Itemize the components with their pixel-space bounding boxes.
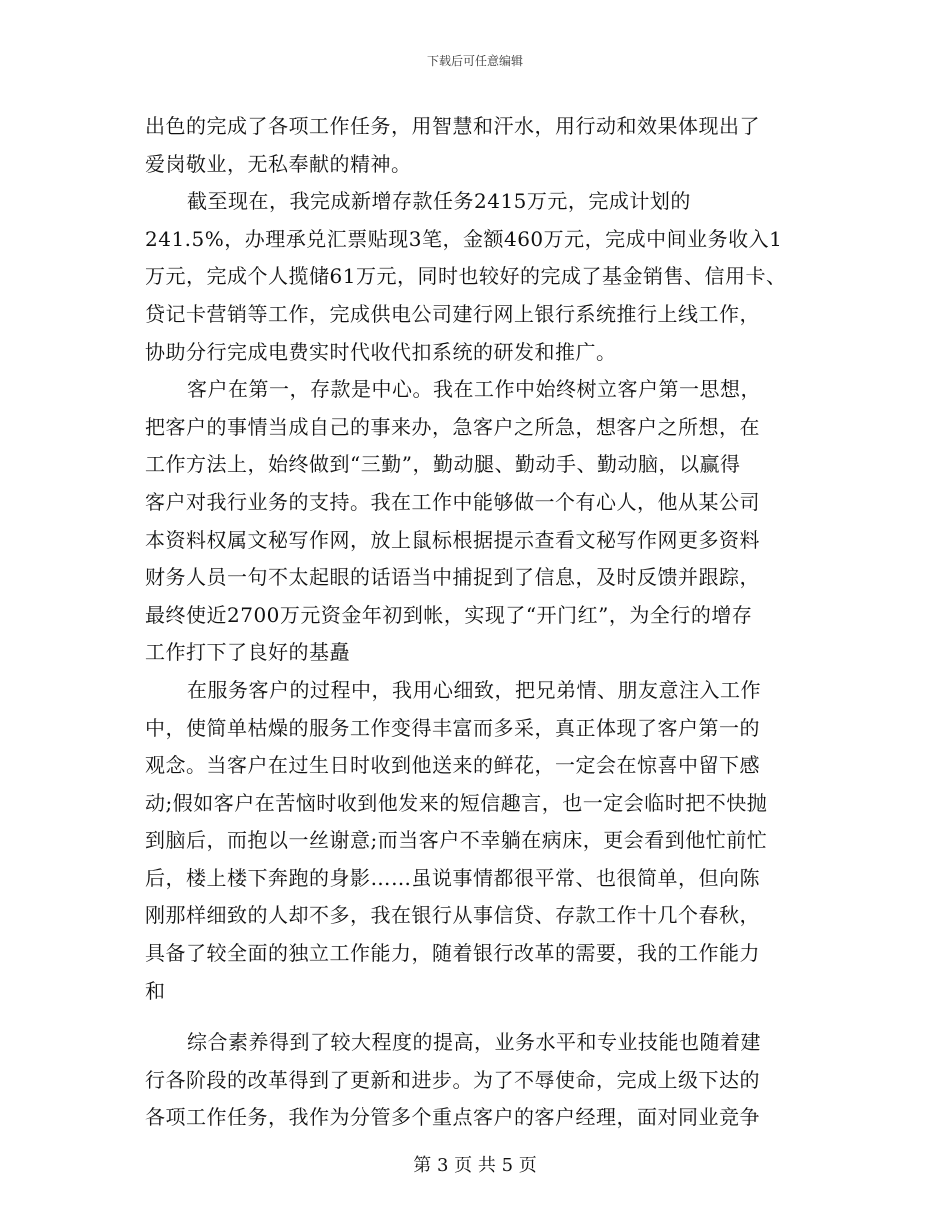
text-line: 贷记卡营销等工作，完成供电公司建行网上银行系统推行上线工作， [145,301,760,326]
document-body [145,108,820,1137]
text-line: 工作打下了良好的基矗 [145,640,350,665]
text-line: 万元，完成个人揽储61万元，同时也较好的完成了基金销售、信用卡、 [145,264,787,289]
text-line: 中，使简单枯燥的服务工作变得丰富而多采，真正体现了客户第一的 [145,715,760,740]
text-line: 爱岗敬业，无私奉献的精神。 [145,151,412,176]
text-line: 和 [145,978,166,1003]
text-line: 财务人员一句不太起眼的话语当中捕捉到了信息，及时反馈并跟踪， [145,565,760,590]
text-line: 把客户的事情当成自己的事来办，急客户之所急，想客户之所想，在 [145,414,760,439]
text-line: 客户在第一，存款是中心。我在工作中始终树立客户第一思想， [187,377,761,402]
text-line: 后，楼上楼下奔跑的身影……虽说事情都很平常、也很简单，但向陈 [145,865,760,890]
text-line: 客户对我行业务的支持。我在工作中能够做一个有心人，他从某公司 [145,489,760,514]
text-line: 出色的完成了各项工作任务，用智慧和汗水，用行动和效果体现出了 [145,114,760,138]
text-line: 各项工作任务，我作为分管多个重点客户的客户经理，面对同业竞争 [145,1105,760,1130]
text-line: 在服务客户的过程中，我用心细致，把兄弟情、朋友意注入工作 [187,677,761,702]
page-number: 第 3 页 共 5 页 [413,1155,537,1176]
text-line: 到脑后，而抱以一丝谢意;而当客户不幸躺在病床，更会看到他忙前忙 [145,828,768,853]
text-line: 截至现在，我完成新增存款任务2415万元，完成计划的 [187,189,691,214]
text-line: 最终使近2700万元资金年初到帐，实现了“开门红”，为全行的增存 [145,602,753,627]
page-header-note: 下载后可任意编辑 [426,54,523,68]
text-line: 工作方法上，始终做到“三勤”，勤动腿、勤动手、勤动脑，以赢得 [145,452,741,477]
text-line: 241.5%，办理承兑汇票贴现3笔，金额460万元，完成中间业务收入1 [145,226,783,251]
text-line: 本资料权属文秘写作网，放上鼠标根据提示查看文秘写作网更多资料 [145,527,760,552]
text-line: 协助分行完成电费实时代收代扣系统的研发和推广。 [145,339,617,364]
text-line: 动;假如客户在苦恼时收到他发来的短信趣言，也一定会临时把不快抛 [145,790,768,815]
text-line: 综合素养得到了较大程度的提高，业务水平和专业技能也随着建 [187,1030,761,1055]
text-line: 刚那样细致的人却不多，我在银行从事信贷、存款工作十几个春秋， [145,903,760,928]
text-line: 行各阶段的改革得到了更新和进步。为了不辱使命，完成上级下达的 [145,1067,760,1092]
text-line: 具备了较全面的独立工作能力，随着银行改革的需要，我的工作能力 [145,941,760,966]
text-line: 观念。当客户在过生日时收到他送来的鲜花，一定会在惊喜中留下感 [145,753,760,778]
